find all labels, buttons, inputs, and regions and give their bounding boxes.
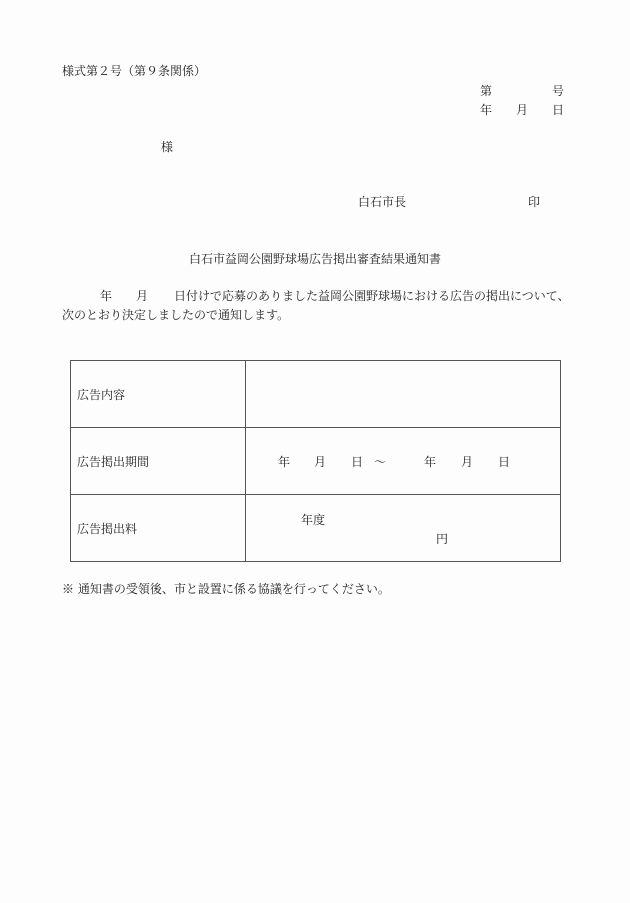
issue-number-prefix: 第 bbox=[480, 84, 493, 98]
body-line1-text: 日付けで応募のありました益岡公園野球場における広告の掲出について、 bbox=[174, 289, 570, 303]
period-start-day: 日 bbox=[351, 455, 364, 469]
document-title: 白石市益岡公園野球場広告掲出審査結果通知書 bbox=[188, 252, 441, 266]
label-ad-fee: 広告掲出料 bbox=[71, 495, 246, 562]
body-year: 年 bbox=[100, 289, 113, 303]
period-end-month: 月 bbox=[461, 455, 474, 469]
period-start-year: 年 bbox=[278, 455, 291, 469]
label-ad-content: 広告内容 bbox=[71, 361, 246, 428]
table-row-fee bbox=[71, 495, 561, 562]
fee-fiscal-year: 年度 bbox=[301, 513, 326, 527]
body-line-2: 次のとおり決定しましたので通知します。 bbox=[62, 308, 290, 322]
value-ad-content[interactable] bbox=[246, 361, 561, 428]
body-month: 月 bbox=[136, 289, 149, 303]
label-ad-period: 広告掲出期間 bbox=[71, 428, 246, 495]
sender-title: 白石市長 bbox=[358, 195, 407, 209]
period-end-day: 日 bbox=[498, 455, 511, 469]
value-ad-period[interactable] bbox=[246, 428, 561, 495]
form-number: 様式第２号（第９条関係） bbox=[62, 64, 207, 78]
period-separator: ～ bbox=[374, 455, 387, 469]
value-ad-fee[interactable] bbox=[246, 495, 561, 562]
addressee-honorific: 様 bbox=[161, 140, 174, 154]
info-table bbox=[70, 360, 561, 562]
footer-note: ※ 通知書の受領後、市と設置に係る協議を行ってください。 bbox=[62, 582, 390, 596]
issue-date-year: 年 bbox=[480, 103, 493, 117]
fee-currency: 円 bbox=[436, 532, 449, 546]
period-start-month: 月 bbox=[314, 455, 327, 469]
issue-date-day: 日 bbox=[552, 103, 565, 117]
period-end-year: 年 bbox=[424, 455, 437, 469]
seal-mark: 印 bbox=[528, 195, 541, 209]
table-row-period bbox=[71, 428, 561, 495]
table-row-content bbox=[71, 361, 561, 428]
issue-date-month: 月 bbox=[516, 103, 529, 117]
issue-number-suffix: 号 bbox=[552, 84, 565, 98]
